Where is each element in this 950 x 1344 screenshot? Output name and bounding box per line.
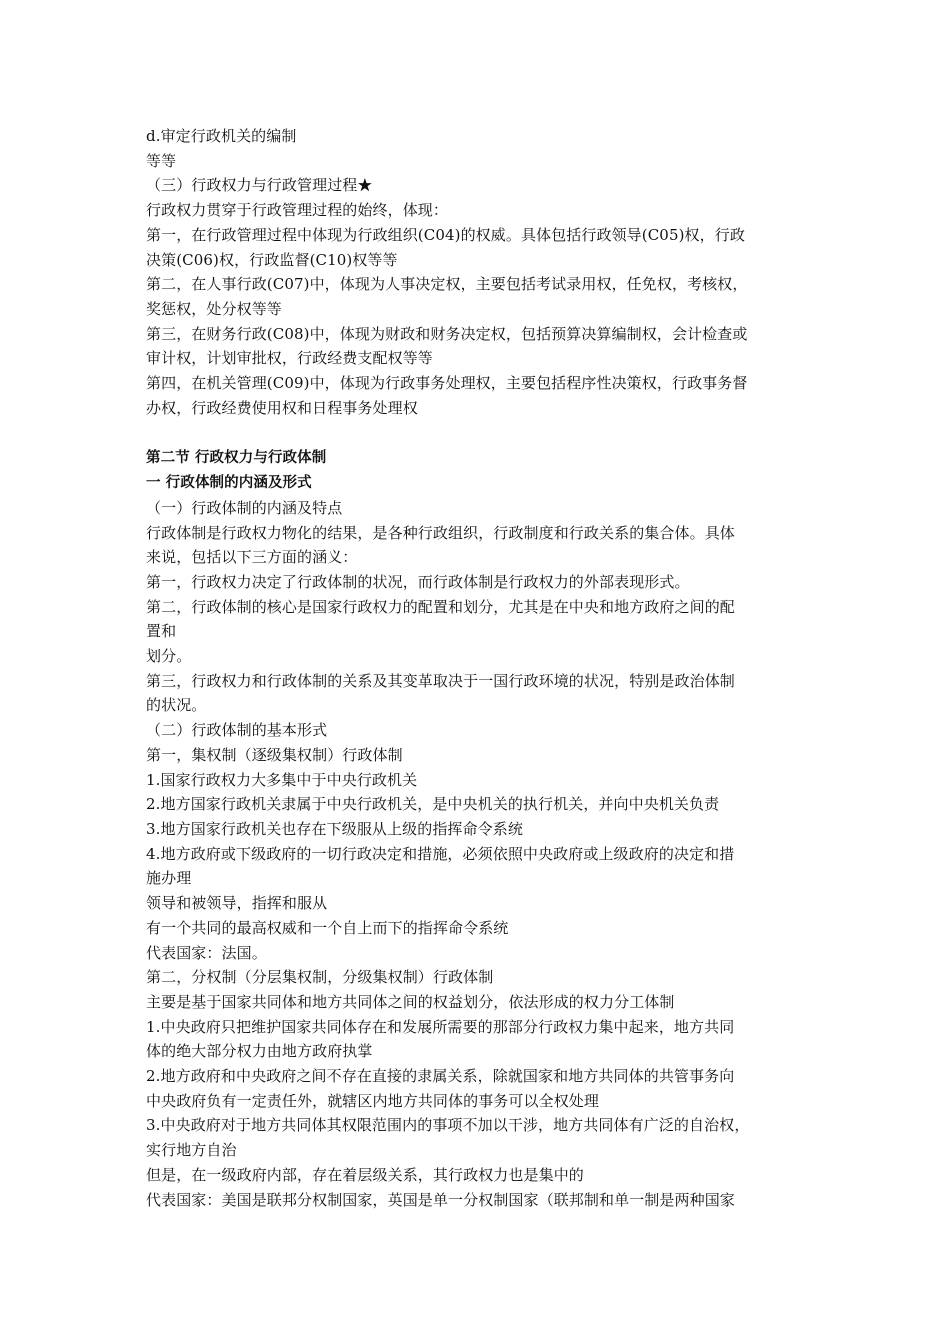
text-line: 第二，分权制（分层集权制，分级集权制）行政体制 xyxy=(146,968,494,987)
blank-line xyxy=(146,420,826,446)
text-line: 代表国家：美国是联邦分权制国家，英国是单一分权制国家（联邦制和单一制是两种国家 xyxy=(146,1190,735,1209)
text-line: 第四，在机关管理(C09)中，体现为行政事务处理权，主要包括程序性决策权，行政事务督 xyxy=(146,374,748,393)
text-line: 等等 xyxy=(146,151,177,170)
text-line: 2.地方国家行政机关隶属于中央行政机关，是中央机关的执行机关，并向中央机关负责 xyxy=(146,795,720,814)
paragraph-block-1 xyxy=(146,124,826,420)
text-line: 4.地方政府或下级政府的一切行政决定和措施，必须依照中央政府或上级政府的决定和措 xyxy=(146,844,735,863)
subsection-title: 一 行政体制的内涵及形式 xyxy=(146,475,312,492)
text-line: 第三，行政权力和行政体制的关系及其变革取决于一国行政环境的状况，特别是政治体制 xyxy=(146,671,735,690)
text-line: 第二，行政体制的核心是国家行政权力的配置和划分，尤其是在中央和地方政府之间的配 xyxy=(146,597,735,616)
text-line: 体的绝大部分权力由地方政府执掌 xyxy=(146,1042,373,1061)
text-line: 第一，在行政管理过程中体现为行政组织(C04)的权威。具体包括行政领导(C05)权，行政 xyxy=(146,225,745,244)
text-line: 有一个共同的最高权威和一个自上而下的指挥命令系统 xyxy=(146,918,509,937)
text-line: 领导和被领导，指挥和服从 xyxy=(146,894,328,913)
text-line: 行政权力贯穿于行政管理过程的始终，体现： xyxy=(146,201,449,220)
text-line: 代表国家：法国。 xyxy=(146,943,267,962)
text-line: （二）行政体制的基本形式 xyxy=(146,721,328,740)
paragraph-block-2 xyxy=(146,496,826,1212)
text-line: 1.国家行政权力大多集中于中央行政机关 xyxy=(146,770,418,789)
text-line: 施办理 xyxy=(146,869,192,888)
text-line: 第一，集权制（逐级集权制）行政体制 xyxy=(146,745,403,764)
text-line: 来说，包括以下三方面的涵义： xyxy=(146,548,358,567)
text-line: 但是，在一级政府内部，存在着层级关系，其行政权力也是集中的 xyxy=(146,1165,584,1184)
text-line: 1.中央政府只把维护国家共同体存在和发展所需要的那部分行政权力集中起来，地方共同 xyxy=(146,1017,735,1036)
text-line: 第三，在财务行政(C08)中，体现为财政和财务决定权，包括预算决算编制权，会计检查或 xyxy=(146,324,748,343)
text-line: d.审定行政机关的编制 xyxy=(146,127,297,145)
text-line: 中央政府负有一定责任外，就辖区内地方共同体的事务可以全权处理 xyxy=(146,1091,600,1110)
text-line: 2.地方政府和中央政府之间不存在直接的隶属关系，除就国家和地方共同体的共管事务向 xyxy=(146,1067,735,1086)
document-body xyxy=(146,124,826,1212)
text-line: 行政体制是行政权力物化的结果，是各种行政组织，行政制度和行政关系的集合体。具体 xyxy=(146,523,735,542)
text-line: （一）行政体制的内涵及特点 xyxy=(146,498,343,517)
text-line: （三）行政权力与行政管理过程★ xyxy=(146,176,373,195)
text-line: 置和 xyxy=(146,622,177,641)
text-line: 审计权，计划审批权，行政经费支配权等等 xyxy=(146,349,433,368)
text-line: 决策(C06)权，行政监督(C10)权等等 xyxy=(146,250,398,269)
text-line: 第二，在人事行政(C07)中，体现为人事决定权，主要包括考试录用权，任免权，考核权， xyxy=(146,275,748,294)
text-line: 奖惩权，处分权等等 xyxy=(146,299,282,318)
text-line: 划分。 xyxy=(146,647,192,666)
text-line: 第一，行政权力决定了行政体制的状况，而行政体制是行政权力的外部表现形式。 xyxy=(146,572,690,591)
section-title: 第二节 行政权力与行政体制 xyxy=(146,450,327,467)
text-line: 3.地方国家行政机关也存在下级服从上级的指挥命令系统 xyxy=(146,819,523,838)
text-line: 3.中央政府对于地方共同体其权限范围内的事项不加以干涉，地方共同体有广泛的自治权， xyxy=(146,1116,750,1135)
text-line: 主要是基于国家共同体和地方共同体之间的权益划分，依法形成的权力分工体制 xyxy=(146,992,675,1011)
text-line: 实行地方自治 xyxy=(146,1141,237,1160)
text-line: 的状况。 xyxy=(146,696,207,715)
text-line: 办权，行政经费使用权和日程事务处理权 xyxy=(146,398,418,417)
